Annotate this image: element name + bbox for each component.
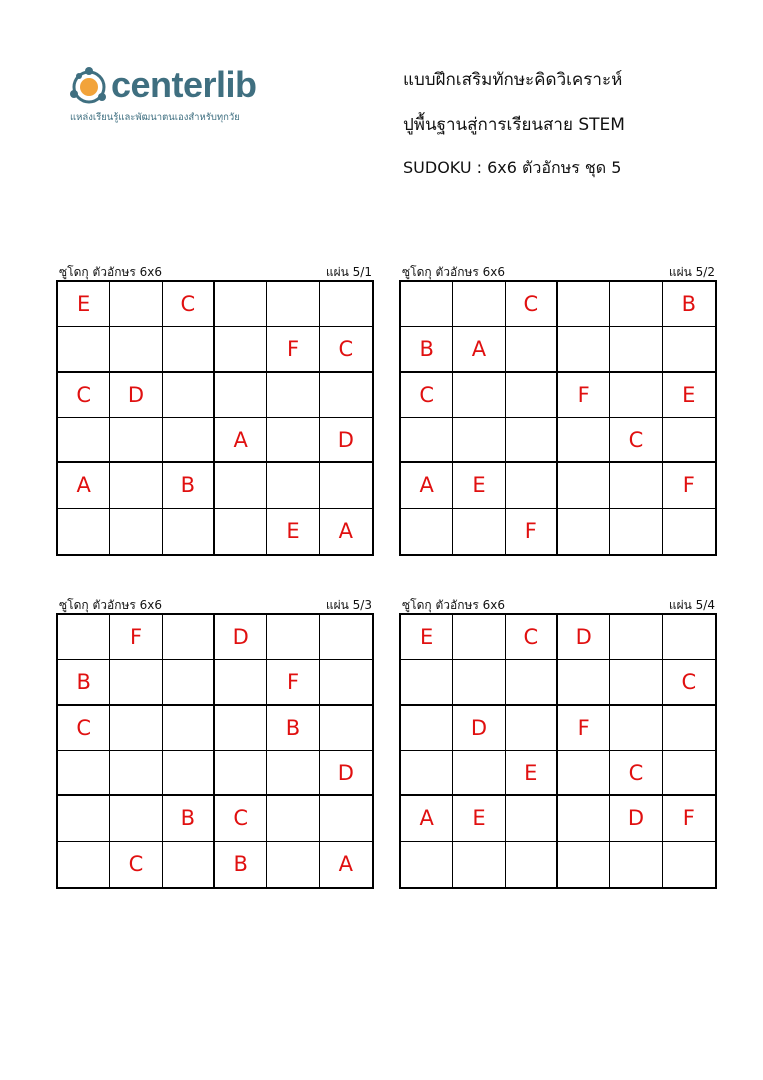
sudoku-cell — [610, 509, 662, 554]
sudoku-cell — [110, 509, 162, 554]
sudoku-cell — [215, 373, 267, 418]
sudoku-cell — [110, 282, 162, 327]
sudoku-cell: C — [215, 796, 267, 841]
sudoku-cell — [215, 660, 267, 705]
sudoku-cell — [401, 509, 453, 554]
sudoku-cell — [163, 615, 215, 660]
sudoku-cell: F — [558, 373, 610, 418]
sudoku-cell — [163, 842, 215, 887]
sudoku-cell: D — [320, 418, 372, 463]
sudoku-cell — [163, 373, 215, 418]
sudoku-cell: D — [558, 615, 610, 660]
sudoku-cell — [267, 751, 319, 796]
sudoku-cell — [558, 660, 610, 705]
sudoku-cell: C — [663, 660, 715, 705]
sudoku-cell — [320, 373, 372, 418]
sudoku-cell — [320, 796, 372, 841]
sudoku-cell: A — [338, 852, 353, 877]
logo — [68, 66, 268, 126]
sudoku-grid — [399, 280, 717, 556]
sudoku-cell: C — [110, 842, 162, 887]
sudoku-cell — [401, 706, 453, 751]
sudoku-grid — [56, 280, 374, 556]
sudoku-cell — [267, 373, 319, 418]
sudoku-cell: C — [401, 373, 453, 418]
sudoku-cell: B — [663, 282, 715, 327]
sudoku-cell — [320, 463, 372, 508]
sudoku-cell: E — [267, 509, 319, 554]
sudoku-cell — [663, 842, 715, 887]
sudoku-cell: B — [215, 842, 267, 887]
sudoku-cell — [401, 660, 453, 705]
sudoku-cell — [215, 282, 267, 327]
sudoku-cell — [320, 615, 372, 660]
sudoku-cell — [610, 706, 662, 751]
puzzle-label: ซูโดกุ ตัวอักษร 6x6 — [59, 598, 163, 612]
sudoku-cell — [663, 706, 715, 751]
sudoku-cell — [267, 842, 319, 887]
puzzle-sheet-number: แผ่น 5/1 — [325, 265, 372, 279]
sudoku-cell: C — [610, 751, 662, 796]
sudoku-cell — [558, 327, 610, 372]
sudoku-cell — [453, 615, 505, 660]
title-line-3: SUDOKU : 6x6 ตัวอักษร ชุด 5 — [403, 158, 622, 177]
sudoku-cell — [58, 796, 110, 841]
sudoku-cell: E — [506, 751, 558, 796]
sudoku-cell: B — [401, 327, 453, 372]
sudoku-cell — [453, 418, 505, 463]
sudoku-cell — [610, 282, 662, 327]
sudoku-cell: D — [453, 706, 505, 751]
sudoku-grid — [56, 613, 374, 889]
sudoku-cell: C — [320, 327, 372, 372]
sudoku-cell: B — [267, 706, 319, 751]
sudoku-cell — [110, 796, 162, 841]
sudoku-cell: A — [338, 519, 353, 544]
sudoku-cell — [163, 706, 215, 751]
sudoku-cell: D — [215, 615, 267, 660]
sudoku-cell — [163, 751, 215, 796]
sudoku-cell — [610, 463, 662, 508]
sudoku-cell — [110, 660, 162, 705]
sudoku-cell — [506, 463, 558, 508]
sudoku-cell: F — [110, 615, 162, 660]
sudoku-cell — [58, 751, 110, 796]
sudoku-cell — [163, 327, 215, 372]
sudoku-cell — [558, 842, 610, 887]
sudoku-cell — [163, 660, 215, 705]
sudoku-cell — [267, 282, 319, 327]
puzzle-label: ซูโดกุ ตัวอักษร 6x6 — [402, 265, 506, 279]
sudoku-cell: A — [401, 463, 453, 508]
sudoku-cell: E — [663, 373, 715, 418]
sudoku-cell: A — [453, 327, 505, 372]
sudoku-cell — [453, 282, 505, 327]
sudoku-cell: D — [320, 751, 372, 796]
sudoku-cell: E — [58, 282, 110, 327]
sudoku-cell: C — [506, 615, 558, 660]
sudoku-cell — [558, 796, 610, 841]
sudoku-cell: C — [163, 282, 215, 327]
sudoku-cell — [506, 373, 558, 418]
puzzle-label: ซูโดกุ ตัวอักษร 6x6 — [402, 598, 506, 612]
sudoku-cell — [558, 418, 610, 463]
sudoku-cell — [610, 660, 662, 705]
sudoku-cell: A — [58, 463, 110, 508]
sudoku-cell — [163, 418, 215, 463]
sudoku-cell — [663, 615, 715, 660]
sudoku-cell: C — [58, 706, 110, 751]
puzzle-sheet-number: แผ่น 5/2 — [668, 265, 715, 279]
sudoku-cell — [558, 282, 610, 327]
sudoku-cell: A — [215, 418, 267, 463]
title-line-1: แบบฝึกเสริมทักษะคิดวิเคราะห์ — [403, 70, 623, 90]
sudoku-cell — [453, 660, 505, 705]
sudoku-cell: F — [663, 463, 715, 508]
sudoku-cell — [215, 706, 267, 751]
sudoku-cell — [215, 463, 267, 508]
sudoku-cell: B — [58, 660, 110, 705]
sudoku-cell — [453, 373, 505, 418]
sudoku-cell: D — [110, 373, 162, 418]
sudoku-cell — [267, 418, 319, 463]
centerlib-logo-icon — [68, 66, 110, 108]
sudoku-cell — [610, 842, 662, 887]
sudoku-cell — [401, 842, 453, 887]
sudoku-cell — [267, 615, 319, 660]
sudoku-cell — [558, 509, 610, 554]
sudoku-cell: F — [663, 796, 715, 841]
sudoku-cell — [58, 842, 110, 887]
sudoku-cell — [610, 373, 662, 418]
sudoku-cell — [110, 463, 162, 508]
sudoku-cell — [663, 327, 715, 372]
sudoku-cell — [610, 615, 662, 660]
sudoku-cell — [267, 463, 319, 508]
sudoku-cell — [506, 660, 558, 705]
sudoku-cell — [110, 418, 162, 463]
sudoku-cell — [401, 282, 453, 327]
sudoku-cell: F — [267, 660, 319, 705]
sudoku-cell — [58, 327, 110, 372]
sudoku-cell: E — [401, 615, 453, 660]
sudoku-cell: C — [506, 282, 558, 327]
sudoku-cell: F — [558, 706, 610, 751]
puzzle-sheet-number: แผ่น 5/3 — [325, 598, 372, 612]
sudoku-cell — [215, 751, 267, 796]
puzzle-sheet-number: แผ่น 5/4 — [668, 598, 715, 612]
sudoku-cell — [453, 509, 505, 554]
sudoku-cell — [215, 509, 267, 554]
sudoku-cell — [163, 509, 215, 554]
sudoku-cell — [663, 418, 715, 463]
brand-tagline: แหล่งเรียนรู้และพัฒนาตนเองสำหรับทุกวัย — [70, 112, 240, 123]
sudoku-cell — [320, 660, 372, 705]
sudoku-cell: B — [163, 463, 215, 508]
sudoku-cell: D — [610, 796, 662, 841]
sudoku-cell: A — [401, 796, 453, 841]
sudoku-cell — [506, 706, 558, 751]
sudoku-cell — [401, 751, 453, 796]
sudoku-cell — [401, 418, 453, 463]
puzzle-label: ซูโดกุ ตัวอักษร 6x6 — [59, 265, 163, 279]
brand-name: centerlib — [111, 64, 257, 105]
sudoku-cell — [320, 706, 372, 751]
sudoku-cell — [215, 327, 267, 372]
sudoku-cell: E — [453, 796, 505, 841]
sudoku-cell — [110, 706, 162, 751]
sudoku-cell — [267, 796, 319, 841]
sudoku-cell — [58, 615, 110, 660]
sudoku-cell: F — [267, 327, 319, 372]
sudoku-cell: F — [506, 509, 558, 554]
sudoku-cell — [58, 418, 110, 463]
sudoku-cell — [110, 327, 162, 372]
sudoku-cell: B — [163, 796, 215, 841]
sudoku-grid — [399, 613, 717, 889]
sudoku-cell — [110, 751, 162, 796]
sudoku-cell — [58, 509, 110, 554]
sudoku-cell — [558, 463, 610, 508]
title-line-2: ปูพื้นฐานสู่การเรียนสาย STEM — [403, 115, 625, 135]
sudoku-cell — [320, 282, 372, 327]
sudoku-cell: C — [610, 418, 662, 463]
sudoku-cell — [663, 509, 715, 554]
sudoku-cell — [506, 418, 558, 463]
sudoku-cell: E — [453, 463, 505, 508]
sudoku-cell — [506, 796, 558, 841]
sudoku-cell — [610, 327, 662, 372]
sudoku-cell — [453, 842, 505, 887]
sudoku-cell — [663, 751, 715, 796]
sudoku-cell: C — [58, 373, 110, 418]
sudoku-cell — [453, 751, 505, 796]
sudoku-cell — [558, 751, 610, 796]
sudoku-cell — [506, 842, 558, 887]
sudoku-cell — [506, 327, 558, 372]
